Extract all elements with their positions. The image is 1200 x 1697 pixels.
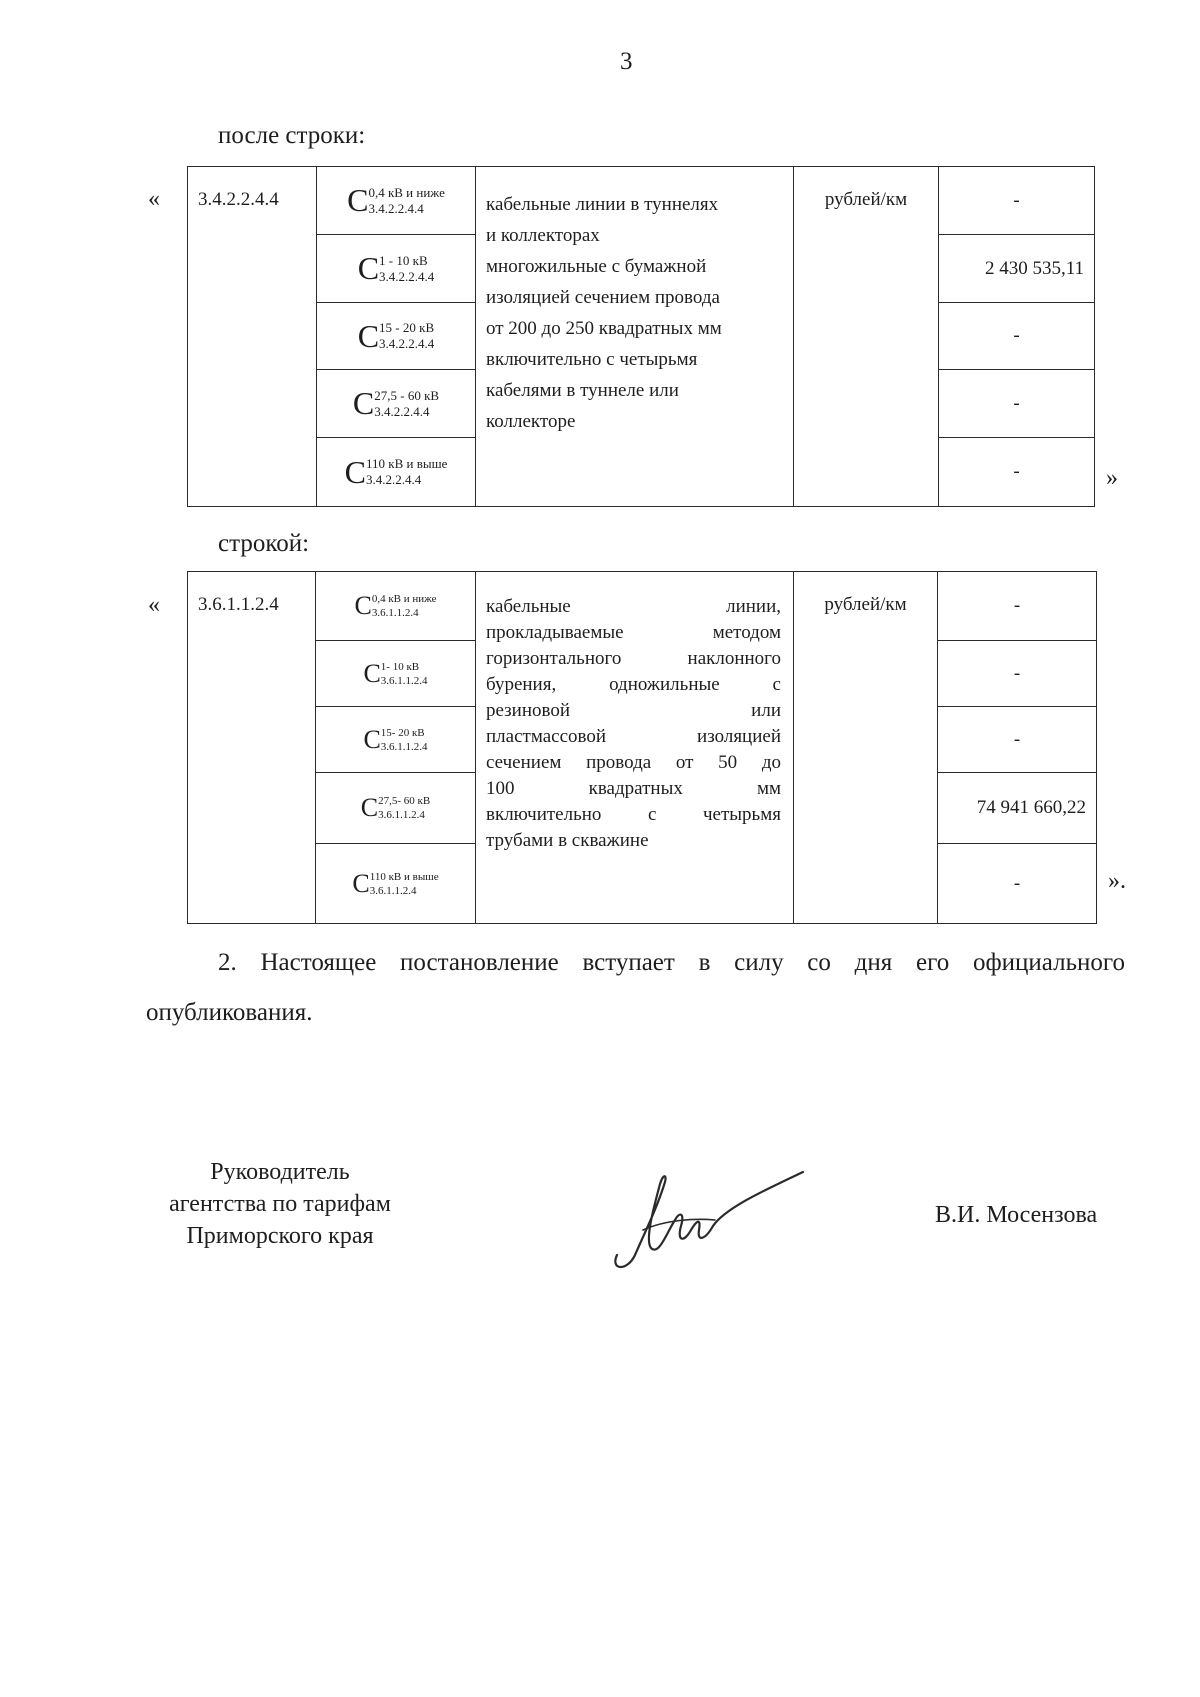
table2-value-4: - bbox=[938, 844, 1097, 924]
signer-title: Руководитель агентства по тарифам Приморского края bbox=[169, 1159, 391, 1249]
table1-symbol-1: C 1 - 10 кВ 3.4.2.2.4.4 bbox=[317, 235, 476, 303]
table1-value-1: 2 430 535,11 bbox=[939, 235, 1095, 303]
table1-symbol-3: C 27,5 - 60 кВ 3.4.2.2.4.4 bbox=[317, 370, 476, 438]
quote-open-1: « bbox=[148, 186, 160, 212]
replacement-label: строкой: bbox=[218, 530, 310, 557]
table1-unit: рублей/км bbox=[794, 167, 939, 507]
amendment-table-before bbox=[187, 166, 1095, 507]
table2-unit: рублей/км bbox=[794, 572, 938, 924]
table2-value-1: - bbox=[938, 641, 1097, 707]
page-number: 3 bbox=[620, 48, 633, 75]
table2-symbol-1: C 1- 10 кВ 3.6.1.1.2.4 bbox=[316, 641, 476, 707]
table2-symbol-4: C 110 кВ и выше 3.6.1.1.2.4 bbox=[316, 844, 476, 924]
table1-description: кабельные линии в туннелях и коллекторах многожильные с бумажной изоляцией сечением провода от 200 до 250 квадратных мм включительно с четырьмя кабелями в туннеле или коллекторе bbox=[476, 167, 794, 507]
table2-symbol-2: C 15- 20 кВ 3.6.1.1.2.4 bbox=[316, 707, 476, 773]
table2-description: кабельные линии, прокладываемые методом горизонтального наклонного бурения, одножильные с резиновой или пластмассовой изоляцией сечением провода от 50 до 100 квадратных мм включительно с четырьмя трубами в скважине bbox=[476, 572, 794, 924]
table2-value-0: - bbox=[938, 572, 1097, 641]
table1-symbol-4: C 110 кВ и выше 3.4.2.2.4.4 bbox=[317, 438, 476, 507]
table1-symbol-2: C 15 - 20 кВ 3.4.2.2.4.4 bbox=[317, 303, 476, 370]
table2-symbol-3: C 27,5- 60 кВ 3.6.1.1.2.4 bbox=[316, 773, 476, 844]
table2-code: 3.6.1.1.2.4 bbox=[188, 572, 316, 924]
signer-name: В.И. Мосензова bbox=[935, 1202, 1098, 1228]
table2-value-2: - bbox=[938, 707, 1097, 773]
quote-close-1: » bbox=[1106, 465, 1118, 491]
amendment-table-after bbox=[187, 571, 1097, 924]
effective-date-paragraph: 2. Настоящее постановление вступает в силу со дня его официального опубликования. bbox=[146, 949, 1125, 1026]
after-line-label: после строки: bbox=[218, 122, 366, 149]
table1-value-0: - bbox=[939, 167, 1095, 235]
quote-open-2: « bbox=[148, 592, 160, 618]
table2-symbol-0: C 0,4 кВ и ниже 3.6.1.1.2.4 bbox=[316, 572, 476, 641]
table2-value-3: 74 941 660,22 bbox=[938, 773, 1097, 844]
table1-value-3: - bbox=[939, 370, 1095, 438]
table1-value-2: - bbox=[939, 303, 1095, 370]
handwritten-signature bbox=[605, 1160, 805, 1280]
table1-value-4: - bbox=[939, 438, 1095, 507]
table1-code: 3.4.2.2.4.4 bbox=[188, 167, 317, 507]
quote-close-2: ». bbox=[1108, 868, 1126, 894]
table1-symbol-0: C 0,4 кВ и ниже 3.4.2.2.4.4 bbox=[317, 167, 476, 235]
